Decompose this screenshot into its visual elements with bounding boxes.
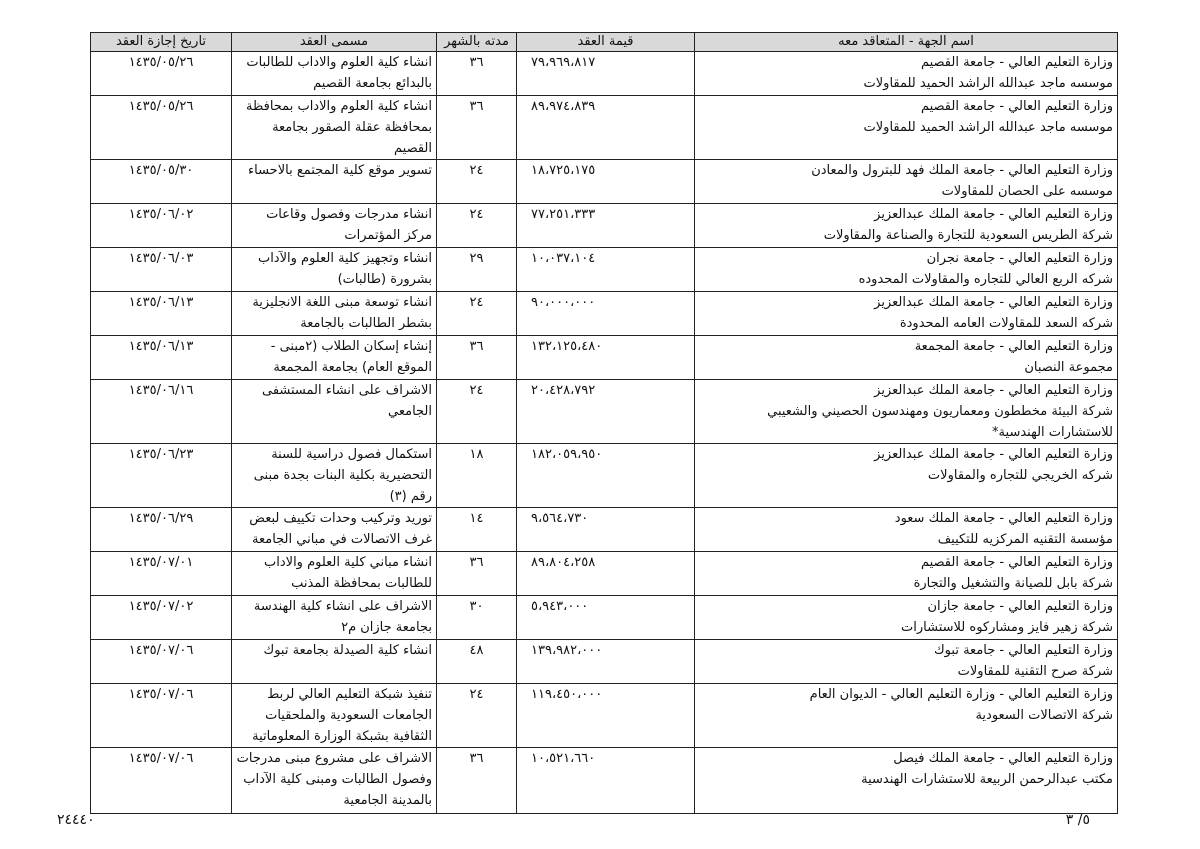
contract-name: تنفيذ شبكة التعليم العالي لربط الجامعات السعودية والملحقيات الثقافية بشبكة الوزارة المعلوماتية (232, 684, 437, 748)
contract-duration: ٤٨ (437, 640, 517, 684)
contract-value: ١٣٩،٩٨٢،٠٠٠ (517, 640, 695, 684)
header-value: قيمة العقد (517, 33, 695, 52)
party-line-1: وزارة التعليم العالي - جامعة القصيم (920, 55, 1113, 70)
table-row (91, 596, 1118, 640)
approval-date: ١٤٣٥/٠٦/٢٩ (91, 508, 232, 552)
approval-date: ١٤٣٥/٠٧/٠٦ (91, 640, 232, 684)
contract-name: انشاء كلية العلوم والاداب للطالبات بالبدائع بجامعة القصيم (232, 52, 437, 96)
party-cell (695, 444, 1118, 508)
party-line-2: مؤسسة التقنيه المركزيه للتكييف (937, 532, 1113, 547)
party-line-2: موسسه على الحصان للمقاولات (941, 184, 1113, 199)
contract-duration: ٢٤ (437, 684, 517, 748)
approval-date: ١٤٣٥/٠٧/٠٢ (91, 596, 232, 640)
party-line-1: وزارة التعليم العالي - جامعة المجمعة (914, 339, 1113, 354)
contract-value: ١٨،٧٢٥،١٧٥ (517, 160, 695, 204)
party-line-1: وزارة التعليم العالي - جامعة نجران (926, 251, 1113, 266)
party-line-2: شركة البيئة مخططون ومعماريون ومهندسون الحصيني والشعيبي (767, 404, 1113, 419)
contract-value: ٩،٥٦٤،٧٣٠ (517, 508, 695, 552)
party-line-2: شركة بابل للصيانة والتشغيل والتجارة (913, 576, 1113, 591)
contract-value: ٨٩،٨٠٤،٢٥٨ (517, 552, 695, 596)
header-party: اسم الجهة - المتعاقد معه (695, 33, 1118, 52)
table-row (91, 684, 1118, 748)
contract-duration: ١٤ (437, 508, 517, 552)
contract-duration: ٣٦ (437, 96, 517, 160)
approval-date: ١٤٣٥/٠٥/٣٠ (91, 160, 232, 204)
party-cell (695, 380, 1118, 444)
contract-value: ٧٧،٢٥١،٣٣٣ (517, 204, 695, 248)
header-duration: مدته بالشهر (437, 33, 517, 52)
party-line-1: وزارة التعليم العالي - جامعة جازان (927, 599, 1113, 614)
table-row (91, 292, 1118, 336)
contract-value: ١٠،٥٢١،٦٦٠ (517, 748, 695, 814)
approval-date: ١٤٣٥/٠٧/٠٦ (91, 684, 232, 748)
contract-name: تسوير موقع كلية المجتمع بالاحساء (232, 160, 437, 204)
contract-name: انشاء توسعة مبنى اللغة الانجليزية بشطر الطالبات بالجامعة (232, 292, 437, 336)
table-row (91, 748, 1118, 814)
table-row (91, 552, 1118, 596)
contract-value: ١٣٢،١٢٥،٤٨٠ (517, 336, 695, 380)
party-line-2: مجموعة النصبان (1024, 360, 1113, 375)
party-cell (695, 292, 1118, 336)
party-line-1: وزارة التعليم العالي - جامعة الملك سعود (894, 511, 1113, 526)
contract-name: توريد وتركيب وحدات تكييف لبعض غرف الاتصالات في مباني الجامعة (232, 508, 437, 552)
party-cell (695, 336, 1118, 380)
contract-value: ٩٠،٠٠٠،٠٠٠ (517, 292, 695, 336)
contract-duration: ٣٠ (437, 596, 517, 640)
party-line-1: وزارة التعليم العالي - جامعة القصيم (920, 555, 1113, 570)
approval-date: ١٤٣٥/٠٦/٠٣ (91, 248, 232, 292)
contract-name: استكمال فصول دراسية للسنة التحضيرية بكلية البنات بجدة مبنى رقم (٣) (232, 444, 437, 508)
party-line-2: مكتب عبدالرحمن الربيعة للاستشارات الهندسية (861, 772, 1113, 787)
table-row (91, 96, 1118, 160)
contract-name: انشاء مدرجات وفصول وقاعات مركز المؤتمرات (232, 204, 437, 248)
party-line-2: شركة الطريس السعودية للتجارة والصناعة والمقاولات (823, 228, 1113, 243)
contract-duration: ٢٤ (437, 380, 517, 444)
party-line-1: وزارة التعليم العالي - جامعة الملك فهد للبترول والمعادن (811, 163, 1113, 178)
contract-duration: ٢٤ (437, 160, 517, 204)
party-line-2: موسسه ماجد عبدالله الراشد الحميد للمقاولات (863, 120, 1113, 135)
party-cell (695, 160, 1118, 204)
approval-date: ١٤٣٥/٠٧/٠١ (91, 552, 232, 596)
contract-duration: ٣٦ (437, 748, 517, 814)
contract-name: الاشراف على انشاء كلية الهندسة بجامعة جازان م٢ (232, 596, 437, 640)
party-line-1: وزارة التعليم العالي - جامعة تبوك (933, 643, 1113, 658)
contract-name: انشاء مباني كلية العلوم والاداب للطالبات بمحافظة المذنب (232, 552, 437, 596)
contract-value: ٢٠،٤٢٨،٧٩٢ (517, 380, 695, 444)
document-number: ٢٤٤٤٠ (57, 812, 95, 828)
party-line-1: وزارة التعليم العالي - وزارة التعليم العالي - الديوان العام (809, 687, 1113, 702)
contract-value: ٧٩،٩٦٩،٨١٧ (517, 52, 695, 96)
header-contract-name: مسمى العقد (232, 33, 437, 52)
approval-date: ١٤٣٥/٠٥/٢٦ (91, 52, 232, 96)
table-row (91, 444, 1118, 508)
party-cell (695, 204, 1118, 248)
party-line-1: وزارة التعليم العالي - جامعة الملك عبدالعزيز (874, 207, 1113, 222)
party-cell (695, 684, 1118, 748)
page-number: ٥/ ٣ (1065, 812, 1090, 828)
party-line-2: شركه الخريجي للتجاره والمقاولات (927, 468, 1113, 483)
contract-name: انشاء كلية العلوم والاداب بمحافظة بمحافظة عقلة الصقور بجامعة القصيم (232, 96, 437, 160)
table-row (91, 204, 1118, 248)
approval-date: ١٤٣٥/٠٧/٠٦ (91, 748, 232, 814)
approval-date: ١٤٣٥/٠٦/٢٣ (91, 444, 232, 508)
table-row (91, 52, 1118, 96)
contract-value: ١١٩،٤٥٠،٠٠٠ (517, 684, 695, 748)
contract-name: انشاء كلية الصيدلة بجامعة تبوك (232, 640, 437, 684)
table-row (91, 336, 1118, 380)
party-line-1: وزارة التعليم العالي - جامعة الملك عبدالعزيز (874, 447, 1113, 462)
contract-duration: ٢٤ (437, 292, 517, 336)
party-line-2: شركه الربع العالي للتجاره والمقاولات المحدوده (858, 272, 1113, 287)
party-line-1: وزارة التعليم العالي - جامعة القصيم (920, 99, 1113, 114)
party-line-2: شركة الاتصالات السعودية (975, 708, 1113, 723)
party-line-1: وزارة التعليم العالي - جامعة الملك عبدالعزيز (874, 383, 1113, 398)
contracts-table (90, 32, 1118, 814)
contract-duration: ١٨ (437, 444, 517, 508)
contract-name: انشاء وتجهيز كلية العلوم والآداب بشرورة (طالبات) (232, 248, 437, 292)
header-approval-date: تاريخ إجازة العقد (91, 33, 232, 52)
table-row (91, 640, 1118, 684)
party-cell (695, 640, 1118, 684)
approval-date: ١٤٣٥/٠٦/١٣ (91, 292, 232, 336)
approval-date: ١٤٣٥/٠٦/٠٢ (91, 204, 232, 248)
party-cell (695, 248, 1118, 292)
contract-name: إنشاء إسكان الطلاب (٢مبنى - الموقع العام) بجامعة المجمعة (232, 336, 437, 380)
table-header-row (91, 33, 1118, 52)
party-cell (695, 748, 1118, 814)
party-line-2: شركة صرح التقنية للمقاولات (957, 664, 1113, 679)
party-line-1: وزارة التعليم العالي - جامعة الملك فيصل (893, 751, 1113, 766)
party-line-3: للاستشارات الهندسية* (992, 425, 1113, 440)
contract-value: ١٨٢،٠٥٩،٩٥٠ (517, 444, 695, 508)
contract-duration: ٢٤ (437, 204, 517, 248)
contract-duration: ٣٦ (437, 552, 517, 596)
contract-duration: ٢٩ (437, 248, 517, 292)
party-line-1: وزارة التعليم العالي - جامعة الملك عبدالعزيز (874, 295, 1113, 310)
approval-date: ١٤٣٥/٠٦/١٣ (91, 336, 232, 380)
table-row (91, 380, 1118, 444)
contract-value: ٥،٩٤٣،٠٠٠ (517, 596, 695, 640)
party-line-2: شركه السعد للمقاولات العامه المحدودة (899, 316, 1113, 331)
contract-duration: ٣٦ (437, 52, 517, 96)
contract-name: الاشراف على انشاء المستشفى الجامعي (232, 380, 437, 444)
party-cell (695, 596, 1118, 640)
party-line-2: شركة زهير فايز ومشاركوه للاستشارات (901, 620, 1113, 635)
table-row (91, 508, 1118, 552)
contract-duration: ٣٦ (437, 336, 517, 380)
contract-value: ٨٩،٩٧٤،٨٣٩ (517, 96, 695, 160)
table-row (91, 160, 1118, 204)
party-cell (695, 96, 1118, 160)
party-cell (695, 508, 1118, 552)
table-row (91, 248, 1118, 292)
approval-date: ١٤٣٥/٠٦/١٦ (91, 380, 232, 444)
contract-value: ١٠،٠٣٧،١٠٤ (517, 248, 695, 292)
approval-date: ١٤٣٥/٠٥/٢٦ (91, 96, 232, 160)
party-cell (695, 52, 1118, 96)
contract-name: الاشراف على مشروع مبنى مدرجات وفصول الطالبات ومبنى كلية الآداب بالمدينة الجامعية (232, 748, 437, 814)
party-cell (695, 552, 1118, 596)
party-line-2: موسسه ماجد عبدالله الراشد الحميد للمقاولات (863, 76, 1113, 91)
